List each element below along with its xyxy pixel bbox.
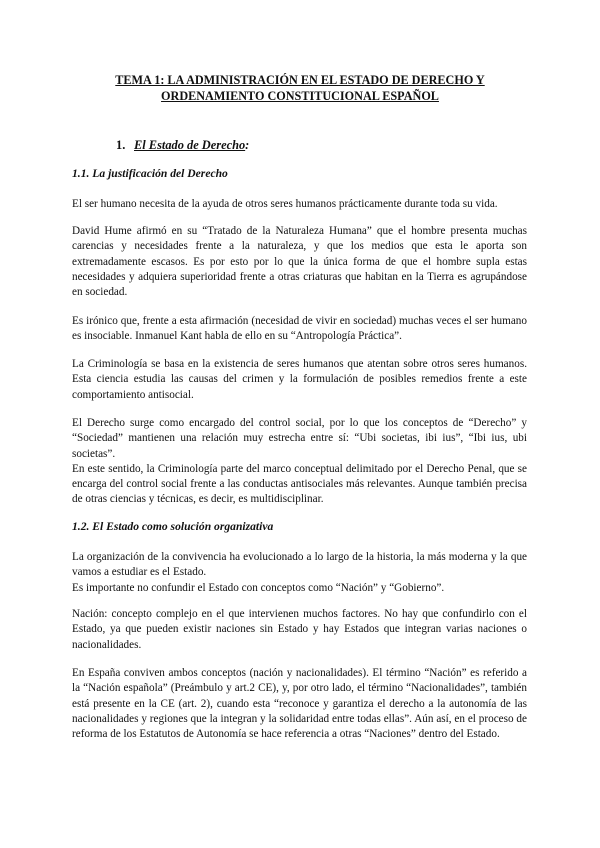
paragraph	[72, 607, 527, 653]
paragraph-text: Nación: concepto complejo en el que intervienen muchos factores. No hay que confundirlo con el Estado, ya que pueden existir naciones sin Estado y hay Estados que integran varias naciones o nacionalidades.	[72, 608, 527, 651]
section-number: 1.	[116, 138, 126, 152]
paragraph	[72, 197, 527, 212]
paragraph-text: La organización de la convivencia ha evolucionado a lo largo de la historia, la más moderna y la que vamos a estudiar es el Estado.	[72, 551, 527, 579]
paragraph-text: En este sentido, la Criminología parte del marco conceptual delimitado por el Derecho Penal, que se encarga del control social frente a las conductas antisociales más relevantes. Aunque también precisa de otras ciencias y técnicas, es decir, es multidisciplinar.	[72, 462, 527, 506]
paragraph-text: Es irónico que, frente a esta afirmación (necesidad de vivir en sociedad) muchas veces el ser humano es insociable. Inmanuel Kant habla de ello en su “Antropología Práctica”.	[72, 315, 527, 343]
paragraph	[72, 416, 527, 508]
paragraph	[72, 314, 527, 345]
paragraph	[72, 357, 527, 403]
document-title	[70, 72, 530, 104]
paragraph	[72, 224, 527, 300]
paragraph-text: David Hume afirmó en su “Tratado de la Naturaleza Humana” que el hombre presenta muchas carencias y necesidades frente a la naturaleza, y que los medios que esta le aporta son extremadamente escasos. Es por esto por lo que la única forma de que el hombre supla estas necesidades y adquiera superioridad frente a otras criaturas que habitan en la Tierra es agrupándose en sociedad.	[72, 225, 527, 299]
section-title-suffix: :	[245, 138, 250, 152]
section-heading	[116, 138, 249, 153]
section-title: El Estado de Derecho	[134, 138, 246, 152]
paragraph-text: La Criminología se basa en la existencia de seres humanos que atentan sobre otros seres humanos. Esta ciencia estudia las causas del crimen y la formulación de posibles remedios frente a este comportamiento antisocial.	[72, 358, 527, 401]
paragraph	[72, 550, 527, 596]
subsection-heading: 1.1. La justificación del Derecho	[72, 167, 228, 180]
paragraph-text: El ser humano necesita de la ayuda de otros seres humanos prácticamente durante toda su vida.	[72, 198, 498, 210]
title-line-2: ORDENAMIENTO CONSTITUCIONAL ESPAÑOL	[161, 89, 439, 103]
paragraph	[72, 666, 527, 742]
paragraph-text: Es importante no confundir el Estado con conceptos como “Nación” y “Gobierno”.	[72, 581, 445, 594]
paragraph-text: El Derecho surge como encargado del control social, por lo que los conceptos de “Derecho” y “Sociedad” mantienen una relación muy estrecha entre sí: “Ubi societas, ibi ius”, “Ibi ius, ubi societas”.	[72, 417, 527, 460]
subsection-heading: 1.2. El Estado como solución organizativa	[72, 520, 274, 533]
paragraph-text: En España conviven ambos conceptos (nación y nacionalidades). El término “Nación” es referido a la “Nación española” (Preámbulo y art.2 CE), y, por otro lado, el término “Nacionalidades”, también está presente en la CE (art. 2), cuando esta “reconoce y garantiza el derecho a la autonomía de las nacionalidades y regiones que la integran y la solidaridad entre todas ellas”. Aún así, en el proceso de reforma de los Estatutos de Autonomía se hace referencia a otras “Naciones” dentro del Estado.	[72, 667, 527, 741]
title-line-1: TEMA 1: LA ADMINISTRACIÓN EN EL ESTADO DE DERECHO Y	[115, 73, 485, 87]
